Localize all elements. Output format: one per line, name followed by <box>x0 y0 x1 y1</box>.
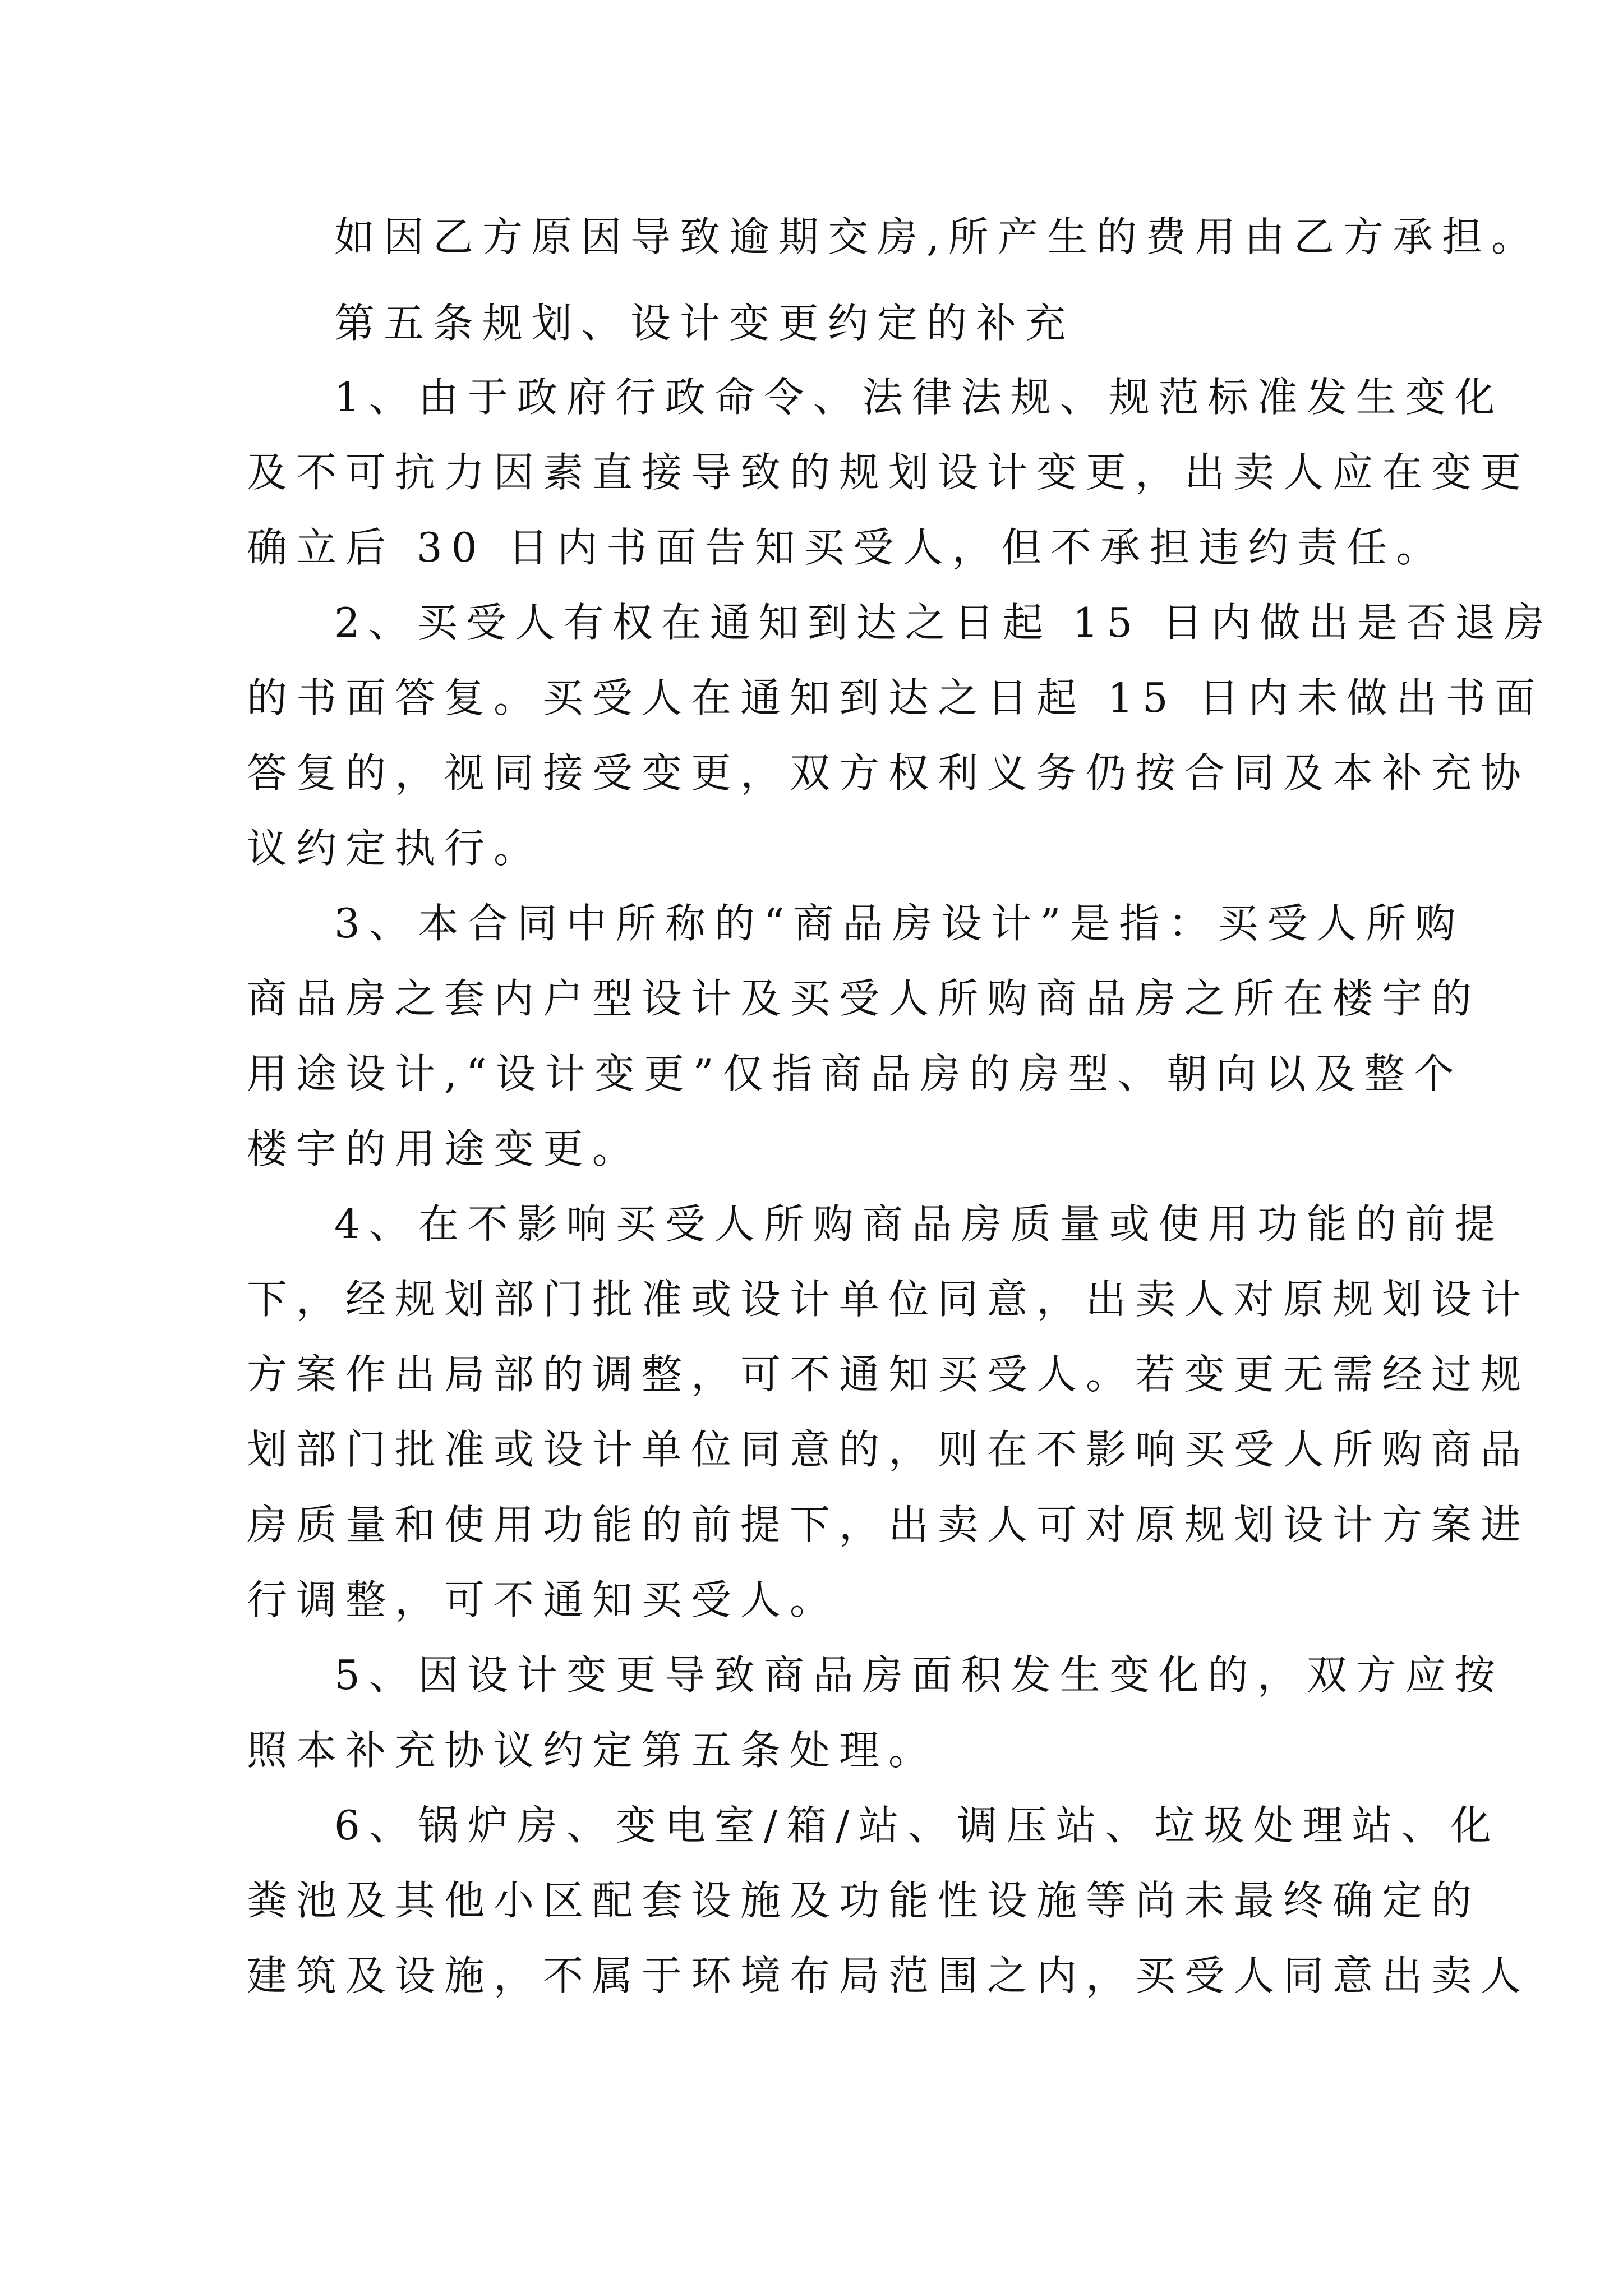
paragraph-line: 确立后 30 日内书面告知买受人，但不承担违约责任。 <box>247 524 1446 571</box>
paragraph-line: 3、本合同中所称的“商品房设计”是指：买受人所购 <box>334 900 1465 947</box>
paragraph-line: 如因乙方原因导致逾期交房,所产生的费用由乙方承担。 <box>334 213 1541 260</box>
section-heading: 第五条规划、设计变更约定的补充 <box>334 300 1075 347</box>
paragraph-line: 粪池及其他小区配套设施及功能性设施等尚未最终确定的 <box>247 1877 1481 1924</box>
paragraph-line: 划部门批准或设计单位同意的，则在不影响买受人所购商品 <box>247 1426 1530 1473</box>
paragraph-line: 及不可抗力因素直接导致的规划设计变更，出卖人应在变更 <box>247 449 1530 496</box>
paragraph-line: 的书面答复。买受人在通知到达之日起 15 日内未做出书面 <box>247 674 1544 721</box>
paragraph-line: 6、锅炉房、变电室/箱/站、调压站、垃圾处理站、化 <box>334 1802 1500 1849</box>
paragraph-line: 2、买受人有权在通知到达之日起 15 日内做出是否退房 <box>334 599 1553 646</box>
paragraph-line: 行调整，可不通知买受人。 <box>247 1576 840 1623</box>
paragraph-line: 5、因设计变更导致商品房面积发生变化的，双方应按 <box>334 1651 1504 1699</box>
paragraph-line: 4、在不影响买受人所购商品房质量或使用功能的前提 <box>334 1200 1504 1248</box>
paragraph-line: 用途设计,“设计变更”仅指商品房的房型、朝向以及整个 <box>247 1050 1463 1097</box>
paragraph-line: 商品房之套内户型设计及买受人所购商品房之所在楼宇的 <box>247 975 1481 1022</box>
paragraph-line: 答复的，视同接受变更，双方权利义务仍按合同及本补充协 <box>247 749 1530 797</box>
paragraph-line: 方案作出局部的调整，可不通知买受人。若变更无需经过规 <box>247 1351 1530 1398</box>
paragraph-line: 下，经规划部门批准或设计单位同意，出卖人对原规划设计 <box>247 1276 1530 1323</box>
paragraph-line: 议约定执行。 <box>247 825 543 872</box>
paragraph-line: 1、由于政府行政命令、法律法规、规范标准发生变化 <box>334 374 1504 421</box>
paragraph-line: 楼宇的用途变更。 <box>247 1125 642 1172</box>
paragraph-line: 房质量和使用功能的前提下，出卖人可对原规划设计方案进 <box>247 1501 1530 1548</box>
paragraph-line: 照本补充协议约定第五条处理。 <box>247 1727 938 1774</box>
paragraph-line: 建筑及设施，不属于环境布局范围之内，买受人同意出卖人 <box>247 1952 1530 1999</box>
